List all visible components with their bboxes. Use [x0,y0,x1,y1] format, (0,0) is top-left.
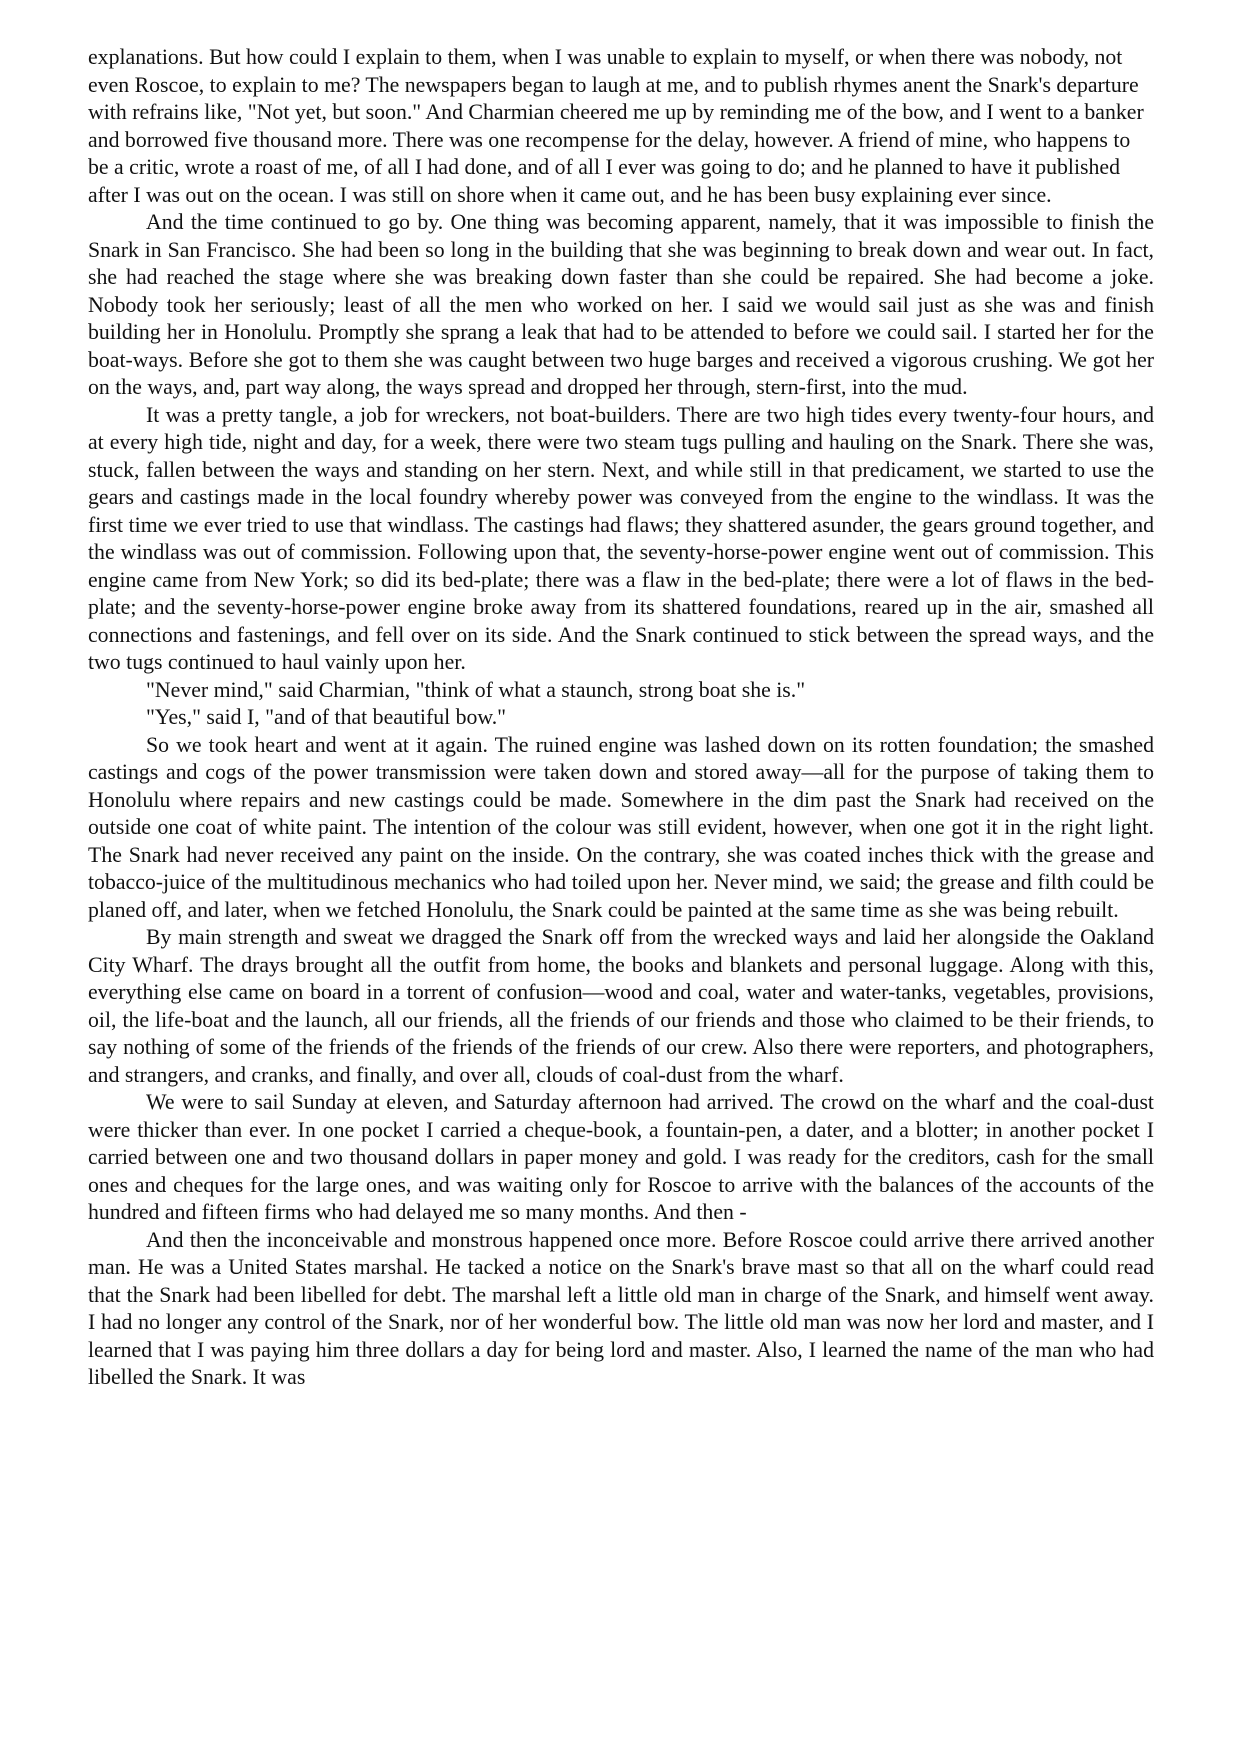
document-page [88,44,1154,1392]
paragraph-explanations: explanations. But how could I explain to them, when I was unable to explain to myself, or when there was nobody, not even Roscoe, to explain to me? The newspapers began to laugh at me, and to publish rhymes anent the Snark's departure with refrains like, "Not yet, but soon." And Charmian cheered me up by reminding me of the bow, and I went to a banker and borrowed five thousand more. There was one recompense for the delay, however. A friend of mine, who happens to be a critic, wrote a roast of me, of all I had done, and of all I ever was going to do; and he planned to have it published after I was out on the ocean. I was still on shore when it came out, and he has been busy explaining ever since. [88,45,1144,207]
paragraph-time-continued: And the time continued to go by. One thing was becoming apparent, namely, that it was impossible to finish the Snark in San Francisco. She had been so long in the building that she was beginning to break down and wear out. In fact, she had reached the stage where she was breaking down faster than she could be repaired. She had become a joke. Nobody took her seriously; least of all the men who worked on her. I said we would sail just as she was and finish building her in Honolulu. Promptly she sprang a leak that had to be attended to before we could sail. I started her for the boat-ways. Before she got to them she was caught between two huge barges and received a vigorous crushing. We got her on the ways, and, part way along, the ways spread and dropped her through, stern-first, into the mud. [88,210,1154,399]
paragraph-took-heart: So we took heart and went at it again. The ruined engine was lashed down on its rotten foundation; the smashed castings and cogs of the power transmission were taken down and stored away—all for the purpose of taking them to Honolulu where repairs and new castings could be made. Somewhere in the dim past the Snark had received on the outside one coat of white paint. The intention of the colour was still evident, however, when one got it in the right light. The Snark had never received any paint on the inside. On the contrary, she was coated inches thick with the grease and tobacco-juice of the multitudinous mechanics who had toiled upon her. Never mind, we said; the grease and filth could be planed off, and later, when we fetched Honolulu, the Snark could be painted at the same time as she was being rebuilt. [88,732,1154,922]
paragraph-main-strength: By main strength and sweat we dragged the Snark off from the wrecked ways and laid her alongside the Oakland City Wharf. The drays brought all the outfit from home, the books and blankets and personal luggage. Along with this, everything else came on board in a torrent of confusion—wood and coal, water and water-tanks, vegetables, provisions, oil, the life-boat and the launch, all our friends, all the friends of our friends and those who claimed to be their friends, to say nothing of some of the friends of the friends of the friends of our crew. Also there were reporters, and photographers, and strangers, and cranks, and finally, and over all, clouds of coal-dust from the wharf. [88,925,1154,1087]
paragraph-inconceivable: And then the inconceivable and monstrous happened once more. Before Roscoe could arrive there arrived another man. He was a United States marshal. He tacked a notice on the Snark's brave mast so that all on the wharf could read that the Snark had been libelled for debt. The marshal left a little old man in charge of the Snark, and himself went away. I had no longer any control of the Snark, nor of her wonderful bow. The little old man was now her lord and master, and I learned that I was paying him three dollars a day for being lord and master. Also, I learned the name of the man who had libelled the Snark. It was [88,1227,1154,1389]
paragraph-never-mind: "Never mind," said Charmian, "think of what a staunch, strong boat she is." [146,677,806,702]
paragraph-beautiful-bow: "Yes," said I, "and of that beautiful bow." [146,705,507,729]
paragraph-pretty-tangle: It was a pretty tangle, a job for wreckers, not boat-builders. There are two high tides every twenty-four hours, and at every high tide, night and day, for a week, there were two steam tugs pulling and hauling on the Snark. There she was, stuck, fallen between the ways and standing on her stern. Next, and while still in that predicament, we started to use the gears and castings made in the local foundry whereby power was conveyed from the engine to the windlass. It was the first time we ever tried to use that windlass. The castings had flaws; they shattered asunder, the gears ground together, and the windlass was out of commission. Following upon that, the seventy-horse-power engine went out of commission. This engine came from New York; so did its bed-plate; there was a flaw in the bed-plate; there were a lot of flaws in the bed-plate; and the seventy-horse-power engine broke away from its shattered foundations, reared up in the air, smashed all connections and fastenings, and fell over on its side. And the Snark continued to stick between the spread ways, and the two tugs continued to haul vainly upon her. [88,402,1154,674]
paragraph-sail-sunday: We were to sail Sunday at eleven, and Saturday afternoon had arrived. The crowd on the wharf and the coal-dust were thicker than ever. In one pocket I carried a cheque-book, a fountain-pen, a dater, and a blotter; in another pocket I carried between one and two thousand dollars in paper money and gold. I was ready for the creditors, cash for the small ones and cheques for the large ones, and was waiting only for Roscoe to arrive with the balances of the accounts of the hundred and fifteen firms who had delayed me so many months. And then - [88,1090,1154,1224]
